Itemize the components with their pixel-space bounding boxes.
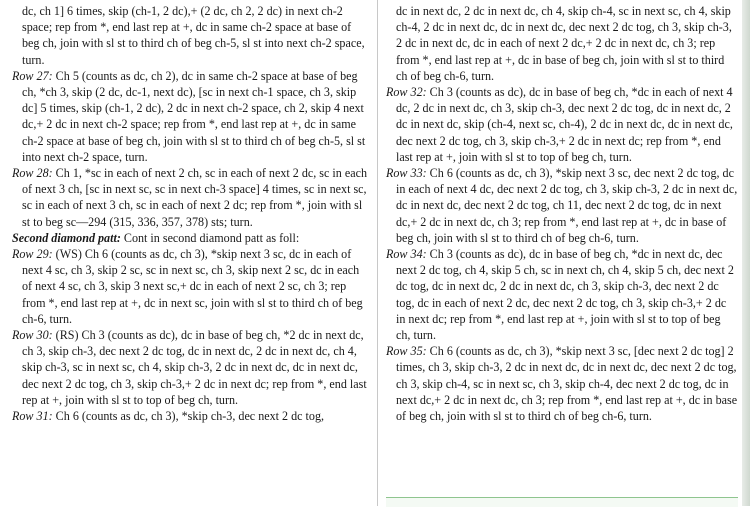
row-31 — [12, 408, 367, 424]
page-edge — [742, 0, 750, 506]
row-34-label: Row 34: — [386, 247, 427, 262]
row-31-text: Ch 6 (counts as dc, ch 3), *skip ch-3, dec next 2 dc tog, — [52, 409, 325, 424]
left-column — [12, 3, 367, 424]
row-27-text: Ch 5 (counts as dc, ch 2), dc in same ch-2 space at base of beg ch, *ch 3, skip (2 dc, dc-1, next dc), [sc in next ch-1 space, ch 3, skip dc] 5 times, skip (ch-1, 2 dc), 2 dc in next ch-2 space, ch 2, skip 4 next dc,+ 2 dc in next ch-2 space; rep from *, end last rep at +, dc in same ch-2 space at base of beg ch, join with sl st to third ch of beg ch-5, sl st into next ch-2 space, turn. — [22, 68, 366, 164]
row-30-label: Row 30: — [12, 328, 53, 343]
row-31-continuation: dc in next dc, 2 dc in next dc, ch 4, skip ch-4, sc in next sc, ch 4, skip ch-4, 2 dc in next dc, dc in next dc, dec next 2 dc tog, ch 3, skip ch-3, 2 dc in next dc, dc in each of next 2 dc,+ 2 dc in next dc, ch 3; rep from *, end last rep at +, dc in base of beg ch, join with sl st to third ch of beg ch-6, turn. — [396, 4, 732, 83]
row-35-text: Ch 6 (counts as dc, ch 3), *skip next 3 sc, [dec next 2 dc tog] 2 times, ch 3, skip ch-3, 2 dc in next dc, dc in next dc, dec next 2 dc tog, ch 3, skip ch-4, sc in next sc, ch 3, skip ch-4, dec next 2 dc tog, dc in next dc,+ 2 dc in next dc, ch 3; rep from *, end last rep at +, dc in base of beg ch, join with sl st to third ch of beg ch-6, turn. — [396, 344, 738, 424]
column-divider — [377, 0, 378, 506]
row-30-text: (RS) Ch 3 (counts as dc), dc in base of beg ch, *2 dc in next dc, ch 3, skip ch-3, dec next 2 dc tog, dc in next dc, 2 dc in next dc, ch 4, skip ch-3, sc in next sc, ch 4, skip ch-3, 2 dc in next dc, dc in next dc, dec next 2 dc tog, ch 3, skip ch-3,+ 2 dc in next dc; rep from *, end last rep at +, join with sl st to top of beg ch, turn. — [22, 328, 367, 407]
row-32-text: Ch 3 (counts as dc), dc in base of beg ch, *dc in each of next 4 dc, 2 dc in next dc, ch 3, skip ch-3, dec next 2 dc tog, dc in next dc, 2 dc in next dc, skip (ch-4, next sc, ch-4), 2 dc in next dc, dc in next dc, dec next 2 dc tog, ch 3, skip ch-3,+ 2 dc in next dc; rep from *, end last rep at +, join with sl st to top of beg ch, turn. — [396, 85, 733, 164]
row-28-text: Ch 1, *sc in each of next 2 ch, sc in each of next 2 dc, sc in each of next 3 ch, [sc in next sc, sc in next ch-3 space] 4 times, sc in next sc, sc in each of next 3 ch, sc in each of next 2 dc; rep from *, join with sl st to beg sc—294 (315, 336, 357, 378) sts; turn. — [22, 166, 367, 229]
second-diamond-label: Second diamond patt: — [12, 230, 121, 245]
row-31-label: Row 31: — [12, 409, 53, 424]
row-33-label: Row 33: — [386, 166, 427, 181]
row-34-text: Ch 3 (counts as dc), dc in base of beg ch, *dc in next dc, dec next 2 dc tog, ch 4, skip 5 ch, sc in next ch, ch 4, skip 5 ch, dec next 2 dc tog, dc in next dc, 2 dc in next dc, ch 3, skip ch-3, dec next 2 dc tog, dc in each of next 2 dc, dec next 2 dc tog, ch 3, skip ch-3,+ 2 dc in next dc; rep from *, end last rep at +, join with sl st to top of beg ch, turn. — [396, 247, 734, 343]
row-35-label: Row 35: — [386, 344, 427, 359]
row-33 — [386, 165, 738, 246]
row-28 — [12, 165, 367, 230]
row-32-label: Row 32: — [386, 85, 427, 100]
row-29-text: (WS) Ch 6 (counts as dc, ch 3), *skip next 3 sc, dc in each of next 4 sc, ch 3, skip 2 sc, sc in next sc, ch 3, skip next 2 sc, dc in each of next 4 sc, ch 3, skip 3 next sc,+ dc in each of next 2 sc, ch 3; rep from *, end last rep at +, dc in next sc, join with sl st to third ch of beg ch-6, turn. — [22, 247, 363, 326]
row-32 — [386, 84, 738, 165]
row-35 — [386, 343, 738, 424]
row-30 — [12, 327, 367, 408]
right-column — [386, 3, 738, 424]
row-29-label: Row 29: — [12, 247, 53, 262]
row-28-label: Row 28: — [12, 166, 53, 181]
second-diamond-text: Cont in second diamond patt as foll: — [120, 230, 300, 245]
row-27 — [12, 68, 367, 165]
row-29 — [12, 246, 367, 327]
row-27-label: Row 27: — [12, 68, 53, 83]
row-33-text: Ch 6 (counts as dc, ch 3), *skip next 3 sc, dec next 2 dc tog, dc in each of next 4 dc, dec next 2 dc tog, ch 3, skip ch-3, 2 dc in next dc, dc in next dc, dec next 2 dc tog, ch 11, dec next 2 dc tog, dc in next dc,+ 2 dc in next dc, ch 3; rep from *, end last rep at +, dc in base of beg ch, join with sl st to third ch of beg ch-6, turn. — [396, 166, 738, 245]
row-26-continuation: dc, ch 1] 6 times, skip (ch-1, 2 dc),+ (2 dc, ch 2, 2 dc) in next ch-2 space; rep from *, end last rep at +, dc in same ch-2 space at base of beg ch, join with sl st to third ch of beg ch-5, sl st into next ch-2 space, turn. — [22, 4, 365, 67]
row-34 — [386, 246, 738, 343]
second-diamond-heading — [12, 230, 367, 246]
